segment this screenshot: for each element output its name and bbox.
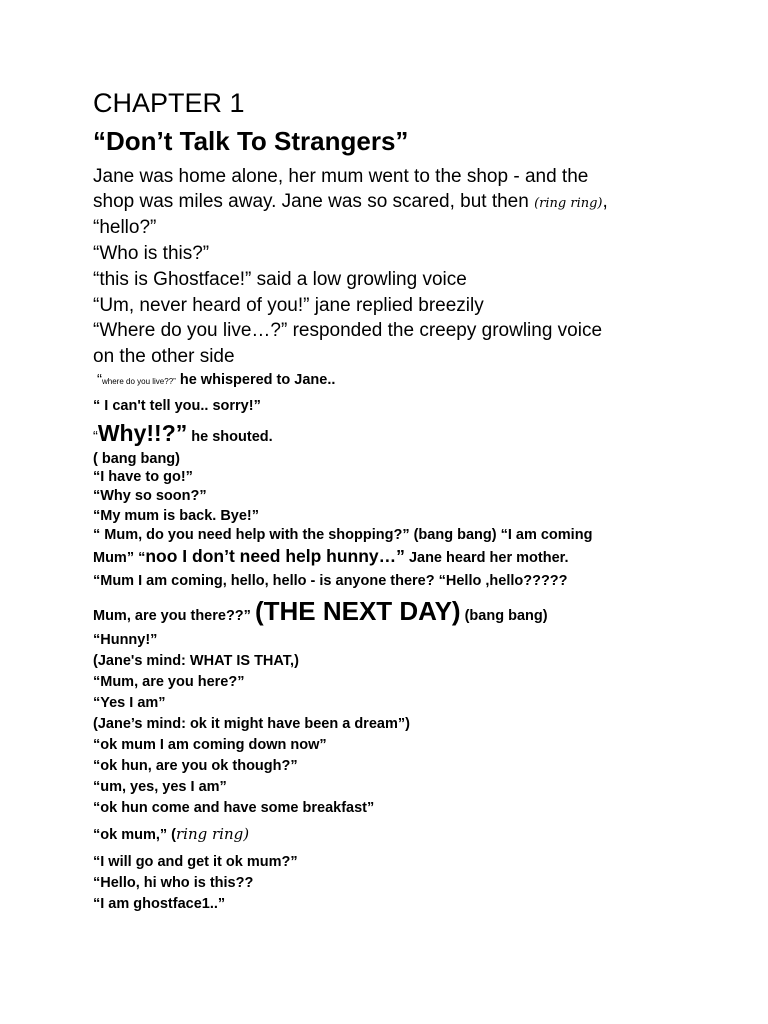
story-line: “Mum I am coming, hello, hello - is anyone there? “Hello ,hello?????: [93, 573, 568, 589]
story-line: “this is Ghostface!” said a low growling voice: [93, 269, 467, 290]
chapter-heading: CHAPTER 1: [93, 88, 245, 118]
story-line: “I have to go!”: [93, 469, 193, 485]
story-line: [97, 371, 335, 389]
story-line: (Jane's mind: WHAT IS THAT,): [93, 653, 299, 669]
story-text: noo I don’t need help hunny…”: [145, 546, 405, 566]
story-line: “ok hun come and have some breakfast”: [93, 800, 375, 816]
story-line: “ I can't tell you.. sorry!”: [93, 398, 261, 414]
story-line: “Why so soon?”: [93, 488, 207, 504]
story-text: “ok mum,” (: [93, 827, 176, 843]
story-line: “Um, never heard of you!” jane replied breezily: [93, 295, 484, 316]
story-line: “ok mum I am coming down now”: [93, 737, 327, 753]
story-line: “I am ghostface1..”: [93, 896, 226, 912]
story-text: shop was miles away. Jane was so scared, but then: [93, 191, 535, 212]
story-line: [93, 191, 608, 213]
story-text: he whispered to Jane..: [175, 372, 336, 388]
story-line: on the other side: [93, 346, 235, 367]
story-line: “um, yes, yes I am”: [93, 779, 227, 795]
story-line: “Who is this?”: [93, 243, 210, 264]
story-line: [93, 420, 273, 447]
story-line: “Hunny!”: [93, 632, 158, 648]
story-line: “hello?”: [93, 217, 157, 238]
handwritten-sound: (ring ring): [534, 196, 603, 211]
story-line: [93, 596, 548, 627]
document-page: [93, 0, 733, 1024]
story-line: “My mum is back. Bye!”: [93, 508, 259, 524]
story-line: “Where do you live…?” responded the creepy growling voice: [93, 320, 603, 341]
story-line: (Jane’s mind: ok it might have been a dream”): [93, 716, 410, 732]
story-text: “: [93, 429, 98, 445]
story-text: he shouted.: [187, 429, 273, 445]
story-text: Jane heard her mother.: [404, 550, 569, 566]
story-text: (bang bang): [460, 608, 548, 624]
story-line: “ Mum, do you need help with the shopping?” (bang bang) “I am coming: [93, 527, 593, 543]
story-text: Mum, are you there??”: [93, 608, 255, 624]
story-line: “Mum, are you here?”: [93, 674, 245, 690]
story-title: “Don’t Talk To Strangers”: [93, 126, 409, 156]
story-line: “I will go and get it ok mum?”: [93, 854, 298, 870]
story-line: Jane was home alone, her mum went to the shop - and the: [93, 166, 589, 187]
whisper-text: where do you live??”: [102, 377, 176, 386]
story-text: ,: [602, 191, 608, 212]
shout-text: Why!!?”: [97, 420, 188, 446]
next-day-heading: (THE NEXT DAY): [254, 596, 461, 626]
story-line: “ok hun, are you ok though?”: [93, 758, 298, 774]
story-line: ( bang bang): [93, 451, 180, 467]
story-line: “Yes I am”: [93, 695, 166, 711]
story-text: “: [97, 371, 102, 388]
handwritten-sound: ring ring): [175, 825, 250, 843]
story-line: “Hello, hi who is this??: [93, 875, 254, 891]
story-line: [93, 825, 249, 844]
story-line: [93, 546, 569, 567]
story-text: Mum” “: [93, 550, 146, 566]
